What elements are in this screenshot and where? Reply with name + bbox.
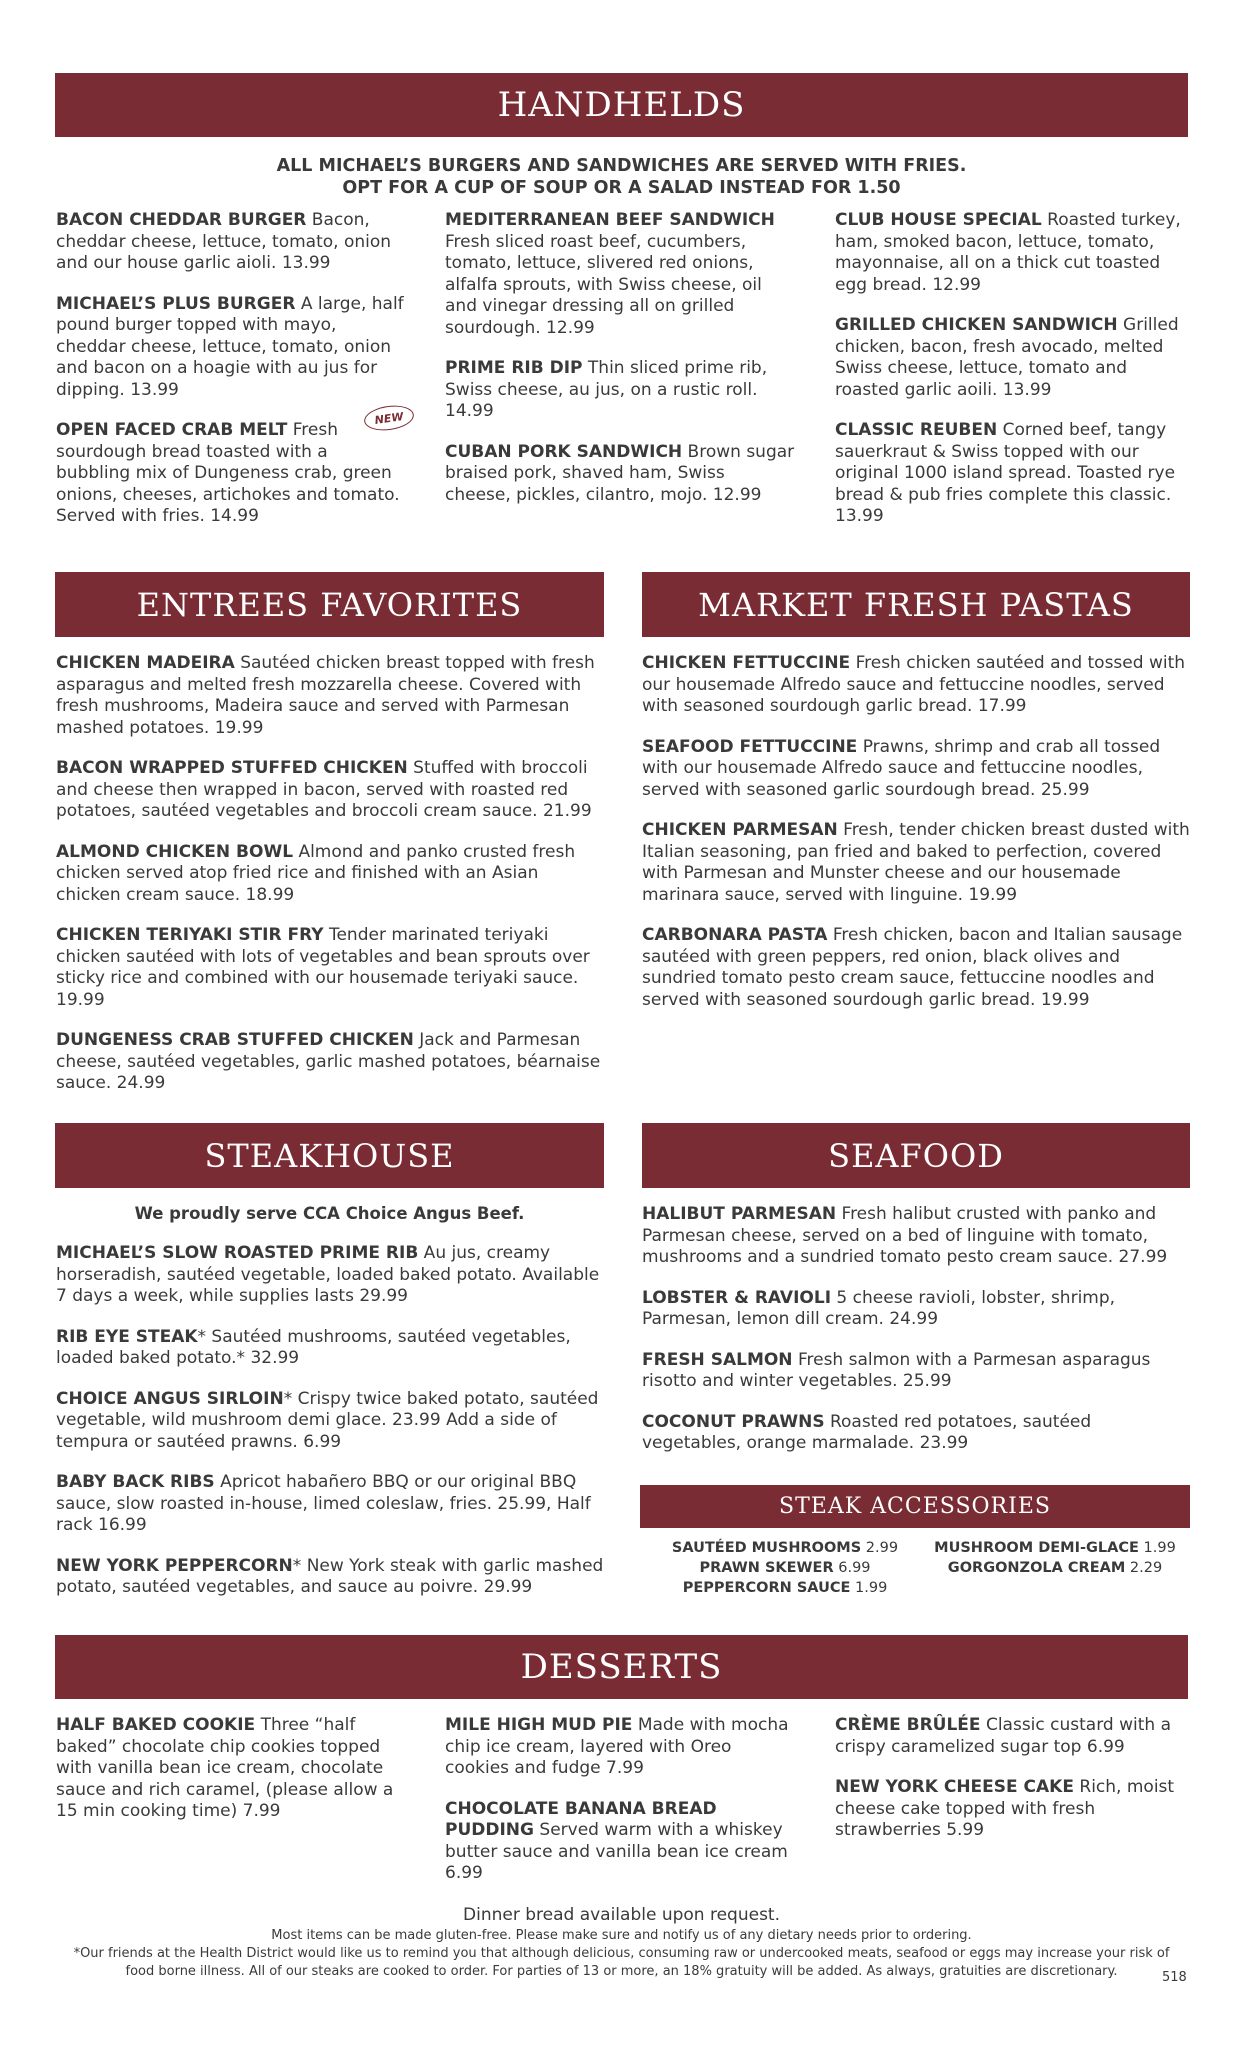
accessory-item xyxy=(650,1538,920,1558)
page-number: 518 xyxy=(1162,1970,1187,1985)
item-name: NEW YORK PEPPERCORN xyxy=(56,1555,293,1576)
item-desc: Made with mocha chip ice cream, layered with Oreo cookies and fudge 7.99 xyxy=(445,1715,789,1778)
menu-item xyxy=(56,758,604,823)
steakhouse-banner xyxy=(55,1123,604,1188)
item-name: BACON WRAPPED STUFFED CHICKEN xyxy=(56,758,408,778)
accessory-price: 2.99 xyxy=(861,1540,899,1556)
menu-item xyxy=(56,210,406,275)
item-desc: Fresh halibut crusted with panko and Parmesan cheese, served on a bed of linguine with tomato, mushrooms and a sundried tomato pesto cream sauce. 27.99 xyxy=(642,1204,1168,1267)
item-name: CHOICE ANGUS SIRLOIN xyxy=(56,1388,284,1409)
menu-item xyxy=(835,420,1185,528)
item-name: OPEN FACED CRAB MELT xyxy=(56,420,288,440)
item-desc: Au jus, creamy horseradish, sautéed vegetable, loaded baked potato. Available 7 days a week, while supplies lasts 29.99 xyxy=(56,1243,600,1306)
item-name: SEAFOOD FETTUCCINE xyxy=(642,736,858,757)
item-name: RIB EYE STEAK xyxy=(56,1326,198,1347)
item-name: MILE HIGH MUD PIE xyxy=(445,1715,633,1735)
menu-item xyxy=(642,820,1190,906)
menu-item xyxy=(642,1204,1190,1269)
item-name: LOBSTER & RAVIOLI xyxy=(642,1287,832,1308)
footer-bread: Dinner bread available upon request. xyxy=(463,1905,780,1925)
item-desc: * Crispy twice baked potato, sautéed vegetable, wild mushroom demi glace. 23.99 Add a side of tempura or sautéed prawns. 6.99 xyxy=(56,1388,599,1452)
accessory-item xyxy=(650,1578,920,1598)
menu-item xyxy=(56,842,604,907)
item-name: CHOCOLATE BANANA BREAD PUDDING xyxy=(445,1798,717,1840)
accessory-item xyxy=(920,1558,1190,1578)
menu-item xyxy=(642,1288,1190,1331)
item-name: BABY BACK RIBS xyxy=(56,1472,215,1492)
steakhouse-title: STEAKHOUSE xyxy=(204,1136,455,1175)
menu-item xyxy=(835,210,1185,296)
item-desc: Three “half baked” chocolate chip cookies topped with vanilla bean ice cream, chocolate sauce and rich caramel, (please allow a 15 min cooking time) 7.99 xyxy=(56,1715,394,1821)
menu-item xyxy=(642,925,1190,1011)
item-name: CLUB HOUSE SPECIAL xyxy=(835,210,1042,230)
menu-item xyxy=(642,737,1190,802)
entrees-title: ENTREES FAVORITES xyxy=(136,585,523,624)
item-desc: * New York steak with garlic mashed potato, sautéed vegetables, and sauce au poivre. 29.99 xyxy=(56,1555,604,1597)
menu-item xyxy=(642,653,1190,718)
handhelds-col-1 xyxy=(56,210,406,528)
accessory-item xyxy=(920,1538,1190,1558)
pastas-banner xyxy=(642,572,1190,637)
item-desc: Tender marinated teriyaki chicken sautéed with lots of vegetables and bean sprouts over sticky rice and combined with our housemade teriyaki sauce. 19.99 xyxy=(56,925,590,1010)
menu-item xyxy=(56,1715,406,1823)
handhelds-note-line2: OPT FOR A CUP OF SOUP OR A SALAD INSTEAD FOR 1.50 xyxy=(342,178,901,198)
desserts-col-1 xyxy=(56,1715,406,1823)
item-desc: Thin sliced prime rib, Swiss cheese, au jus, on a rustic roll. 14.99 xyxy=(445,358,768,421)
desserts-col-3 xyxy=(835,1715,1185,1842)
item-desc: Served warm with a whiskey butter sauce and vanilla bean ice cream 6.99 xyxy=(445,1820,788,1883)
item-name: CHICKEN FETTUCCINE xyxy=(642,653,851,673)
menu-item xyxy=(835,315,1185,401)
menu-item xyxy=(56,653,604,739)
item-desc: * Sautéed mushrooms, sautéed vegetables, loaded baked potato.* 32.99 xyxy=(56,1326,571,1368)
menu-item xyxy=(835,1777,1185,1842)
item-name: HALIBUT PARMESAN xyxy=(642,1204,837,1224)
item-desc: Roasted turkey, ham, smoked bacon, lettuce, tomato, mayonnaise, all on a thick cut toasted egg bread. 12.99 xyxy=(835,210,1181,295)
footer-gluten: Most items can be made gluten-free. Please make sure and notify us of any dietary needs prior to ordering. xyxy=(271,1928,972,1943)
entrees-banner xyxy=(55,572,604,637)
item-name: COCONUT PRAWNS xyxy=(642,1411,825,1432)
accessories-left xyxy=(650,1538,920,1598)
menu-item xyxy=(56,925,604,1011)
item-desc: Brown sugar braised pork, shaved ham, Swiss cheese, pickles, cilantro, mojo. 12.99 xyxy=(445,441,795,505)
item-name: CHICKEN MADEIRA xyxy=(56,653,235,673)
footer-health-line1: *Our friends at the Health District would like us to remind you that although delicious, consuming raw or undercooked meats, seafood or eggs may increase your risk of xyxy=(73,1946,1170,1961)
accessory-price: 1.99 xyxy=(850,1580,888,1596)
item-name: DUNGENESS CRAB STUFFED CHICKEN xyxy=(56,1030,414,1050)
item-name: CRÈME BRÛLÉE xyxy=(835,1715,981,1735)
item-name: HALF BAKED COOKIE xyxy=(56,1715,256,1735)
menu-item xyxy=(56,294,406,402)
item-name: NEW YORK CHEESE CAKE xyxy=(835,1777,1074,1797)
item-name: GRILLED CHICKEN SANDWICH xyxy=(835,315,1118,335)
item-desc: Rich, moist cheese cake topped with fresh strawberries 5.99 xyxy=(835,1777,1175,1840)
item-desc: Grilled chicken, bacon, fresh avocado, melted Swiss cheese, lettuce, tomato and roasted garlic aoili. 13.99 xyxy=(835,315,1179,400)
menu-item xyxy=(56,1556,604,1599)
new-badge: NEW xyxy=(363,403,416,434)
handhelds-banner xyxy=(55,73,1188,137)
menu-item xyxy=(56,1030,604,1095)
accessories-right xyxy=(920,1538,1190,1578)
menu-item xyxy=(835,1715,1185,1758)
footer-health-line2: food borne illness. All of our steaks are cooked to order. For parties of 13 or more, an 18% gratuity will be added. As always, gratuities are discretionary. xyxy=(125,1964,1118,1979)
item-desc: Fresh chicken sautéed and tossed with our housemade Alfredo sauce and fettuccine noodles, served with seasoned sourdough garlic bread. 17.99 xyxy=(642,653,1186,716)
item-name: MICHAEL’S PLUS BURGER xyxy=(56,293,296,314)
accessory-price: 6.99 xyxy=(833,1560,871,1576)
menu-item xyxy=(56,1472,604,1537)
accessory-price: 2.29 xyxy=(1125,1560,1163,1576)
item-desc: Fresh salmon with a Parmesan asparagus risotto and winter vegetables. 25.99 xyxy=(642,1349,1151,1391)
item-name: CHICKEN TERIYAKI STIR FRY xyxy=(56,925,324,945)
menu-item xyxy=(445,442,795,507)
menu-item xyxy=(445,1715,795,1780)
accessory-price: 1.99 xyxy=(1138,1540,1176,1556)
menu-item xyxy=(642,1412,1190,1455)
accessory-name: GORGONZOLA CREAM xyxy=(947,1560,1126,1576)
menu-item xyxy=(56,1389,604,1454)
item-name: CHICKEN PARMESAN xyxy=(642,820,838,840)
item-name: PRIME RIB DIP xyxy=(445,358,583,378)
pastas-title: MARKET FRESH PASTAS xyxy=(698,585,1134,624)
item-name: ALMOND CHICKEN BOWL xyxy=(56,841,294,862)
menu-item xyxy=(56,1243,604,1308)
entrees-col xyxy=(56,653,604,1095)
item-name: BACON CHEDDAR BURGER xyxy=(56,210,307,230)
accessory-name: SAUTÉED MUSHROOMS xyxy=(671,1540,862,1556)
item-desc: Almond and panko crusted fresh chicken served atop fried rice and finished with an Asian chicken cream sauce. 18.99 xyxy=(56,841,576,905)
handhelds-title: HANDHELDS xyxy=(497,85,746,125)
seafood-banner xyxy=(642,1123,1190,1188)
item-desc: Fresh sliced roast beef, cucumbers, tomato, lettuce, slivered red onions, alfalfa sprouts, with Swiss cheese, oil and vinegar dressing all on grilled sourdough. 12.99 xyxy=(445,231,762,338)
item-name: FRESH SALMON xyxy=(642,1349,793,1370)
handhelds-note-line1: ALL MICHAEL’S BURGERS AND SANDWICHES ARE SERVED WITH FRIES. xyxy=(276,156,967,176)
steakhouse-note: We proudly serve CCA Choice Angus Beef. xyxy=(134,1204,525,1223)
item-desc: 5 cheese ravioli, lobster, shrimp, Parmesan, lemon dill cream. 24.99 xyxy=(642,1287,1116,1329)
steakhouse-col xyxy=(56,1243,604,1599)
item-desc: Corned beef, tangy sauerkraut & Swiss topped with our original 1000 island spread. Toasted rye bread & pub fries complete this classic. 13.99 xyxy=(835,420,1176,526)
seafood-title: SEAFOOD xyxy=(828,1136,1004,1175)
menu-item xyxy=(56,1327,604,1370)
item-desc: Fresh, tender chicken breast dusted with Italian seasoning, pan fried and baked to perfection, covered with Parmesan and Munster cheese and our housemade marinara sauce, served with linguine. 19.99 xyxy=(642,820,1190,905)
accessory-name: PEPPERCORN SAUCE xyxy=(682,1580,851,1596)
item-desc: Apricot habañero BBQ or our original BBQ sauce, slow roasted in-house, limed coleslaw, fries. 25.99, Half rack 16.99 xyxy=(56,1472,591,1535)
menu-item xyxy=(445,358,795,423)
item-desc: A large, half pound burger topped with mayo, cheddar cheese, lettuce, tomato, onion and bacon on a hoagie with au jus for dipping. 13.99 xyxy=(56,293,404,400)
item-desc: Fresh chicken, bacon and Italian sausage sautéed with green peppers, red onion, black olives and sundried tomato pesto cream sauce, fettuccine noodles and served with seasoned sourdough garlic bread. 19.99 xyxy=(642,925,1183,1010)
seafood-col xyxy=(642,1204,1190,1455)
handhelds-col-2 xyxy=(445,210,795,506)
handhelds-col-3 xyxy=(835,210,1185,528)
accessories-banner xyxy=(640,1485,1190,1528)
menu-item xyxy=(642,1350,1190,1393)
accessory-name: PRAWN SKEWER xyxy=(699,1560,834,1576)
item-desc: Roasted red potatoes, sautéed vegetables, orange marmalade. 23.99 xyxy=(642,1411,1092,1453)
desserts-banner xyxy=(55,1635,1188,1699)
desserts-title: DESSERTS xyxy=(520,1647,723,1687)
menu-item xyxy=(445,210,795,339)
item-desc: Stuffed with broccoli and cheese then wrapped in bacon, served with roasted red potatoes, sautéed vegetables and broccoli cream sauce. 21.99 xyxy=(56,758,592,821)
menu-item xyxy=(445,1799,795,1885)
item-desc: Classic custard with a crispy caramelized sugar top 6.99 xyxy=(835,1715,1171,1757)
menu-item xyxy=(56,420,406,528)
item-name: CARBONARA PASTA xyxy=(642,925,828,945)
item-desc: Sautéed chicken breast topped with fresh asparagus and melted fresh mozzarella cheese. Covered with fresh mushrooms, Madeira sauce and served with Parmesan mashed potatoes. 19.99 xyxy=(56,653,595,738)
desserts-col-2 xyxy=(445,1715,795,1885)
item-desc: Prawns, shrimp and crab all tossed with our housemade Alfredo sauce and fettuccine noodles, served with seasoned garlic sourdough bread. 25.99 xyxy=(642,736,1161,800)
item-name: CUBAN PORK SANDWICH xyxy=(445,441,683,462)
item-desc: Fresh sourdough bread toasted with a bubbling mix of Dungeness crab, green onions, cheeses, artichokes and tomato. Served with fries. 14.99 xyxy=(56,420,400,526)
handhelds-note xyxy=(55,155,1188,199)
accessory-item xyxy=(650,1558,920,1578)
item-name: MICHAEL’S SLOW ROASTED PRIME RIB xyxy=(56,1243,419,1263)
accessory-name: MUSHROOM DEMI-GLACE xyxy=(934,1540,1139,1556)
pastas-col xyxy=(642,653,1190,1011)
item-desc: Bacon, cheddar cheese, lettuce, tomato, onion and our house garlic aioli. 13.99 xyxy=(56,210,392,273)
item-name: CLASSIC REUBEN xyxy=(835,420,998,440)
item-name: MEDITERRANEAN BEEF SANDWICH xyxy=(445,210,775,230)
accessories-title: STEAK ACCESSORIES xyxy=(779,1494,1051,1519)
item-desc: Jack and Parmesan cheese, sautéed vegetables, garlic mashed potatoes, béarnaise sauce. 24.99 xyxy=(56,1030,601,1093)
